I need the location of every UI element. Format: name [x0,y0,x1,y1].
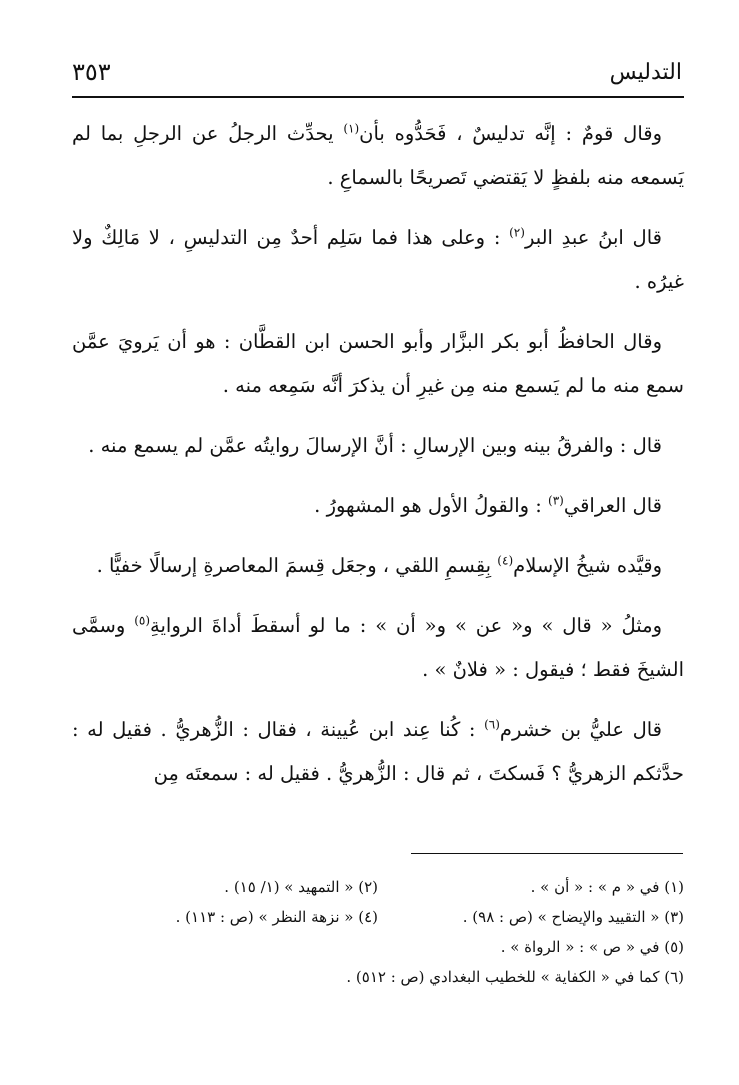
paragraph [72,604,684,692]
paragraph-text: : وعلى هذا فما سَلِم أحدٌ مِن التدليسِ ، لا مَالِكٌ ولا غيرُه . [72,226,684,293]
footnote-row [72,932,684,962]
footnote-row [72,962,684,992]
footnote: (٦) كما في « الكفاية » للخطيب البغدادي (ص : ٥١٢) . [346,968,684,986]
footnote: (١) في « م » : « أن » . [530,878,684,896]
paragraph-text: وقال قومٌ : إنَّه تدليسٌ ، فَحَدُّوه بأن [359,122,662,145]
paragraph-text: : والقولُ الأول هو المشهورُ . [314,494,549,517]
running-header [72,58,682,96]
paragraph-text: قال العراقي [563,494,662,517]
main-text [72,112,684,812]
header-rule [72,96,684,98]
paragraph [72,424,684,468]
paragraph [72,484,684,528]
footnote: (٤) « نزهة النظر » (ص : ١١٣) . [175,908,378,926]
paragraph-text: : كُنا عِند ابن عُيينة ، فقال : الزُّهريُّ . فقيل له : حدَّثكم الزهريُّ ؟ فَسكتَ ، ثم قال : الزُّهريُّ . فقيل له : سمعتَه مِن [72,718,684,785]
footnote-ref: (٤) [497,553,514,568]
paragraph [72,708,684,796]
footnote-ref: (٣) [548,493,564,508]
paragraph [72,544,684,588]
paragraph-text: قال ابنُ عبدِ البر [524,226,662,249]
paragraph-text: وقيَّده شيخُ الإسلام [513,554,662,577]
footnote-ref: (٥) [134,613,151,628]
footnote-row [72,872,684,902]
chapter-title: التدليس [609,60,682,85]
footnote-ref: (٦) [484,717,500,732]
footnote: (٢) « التمهيد » (١/ ١٥) . [224,878,378,896]
footnote: (٣) « التقييد والإيضاح » (ص : ٩٨) . [462,908,684,926]
paragraph [72,320,684,408]
page-number: ٣٥٣ [72,58,111,86]
paragraph-text: وسمَّى الشيخَ فقط ؛ فيقول : « فلانٌ » . [72,614,684,681]
paragraph-text: ومثلُ « قال » و« عن » و« أن » : ما لو أسقطَ أداةَ الروايةِ [150,614,662,637]
paragraph-text: يحدِّث الرجلُ عن الرجلِ بما لم يَسمعه منه بلفظٍ لا يَقتضي تَصريحًا بالسماعِ . [72,122,684,189]
footnote: (٥) في « ص » : « الرواة » . [500,938,684,956]
paragraph-text: قال : والفرقُ بينه وبين الإرسالِ : أنَّ الإرسالَ روايتُه عمَّن لم يسمع منه . [88,434,662,457]
paragraph [72,112,684,200]
paragraph-text: وقال الحافظُ أبو بكر البزَّار وأبو الحسن ابن القطَّان : هو أن يَرويَ عمَّن سمع منه ما لم يَسمع منه مِن غيرِ أن يذكرَ أنَّه سَمِعه منه . [72,330,684,397]
paragraph-text: بِقِسمِ اللقي ، وجعَل قِسمَ المعاصرةِ إرسالًا خفيًّا . [96,554,498,577]
paragraph [72,216,684,304]
footnote-row [72,902,684,932]
paragraph-text: قال عليُّ بن خشرم [499,718,662,741]
footnotes [72,872,684,992]
footnote-ref: (٢) [509,225,525,240]
footnote-separator [411,853,683,854]
footnote-ref: (١) [343,121,360,136]
